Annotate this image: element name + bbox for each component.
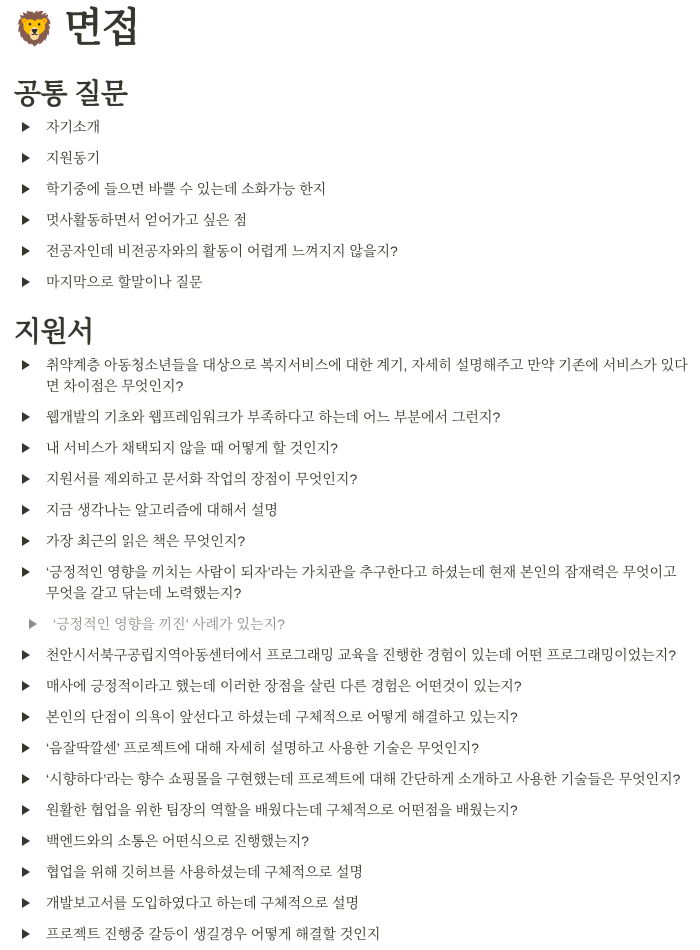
toggle-triangle-icon[interactable] bbox=[29, 614, 53, 635]
toggle-question-row bbox=[14, 143, 690, 174]
toggle-triangle-icon[interactable] bbox=[22, 707, 46, 728]
toggle-question-row bbox=[14, 888, 690, 919]
toggle-question-row bbox=[14, 671, 690, 702]
question-text: 백엔드와의 소통은 어떤식으로 진행했는지? bbox=[46, 833, 309, 849]
question-text: ‘긍정적인 영향을 끼치는 사람이 되자’라는 가치관을 추구한다고 하셨는데 현재 본인의 잠재력은 무엇이고 무엇을 갈고 닦는데 노력했는지? bbox=[46, 564, 677, 601]
question-text: 매사에 긍정적이라고 했는데 이러한 장점을 살린 다른 경험은 어떤것이 있는지? bbox=[46, 678, 522, 694]
section-heading-common-questions: 공통 질문 bbox=[14, 78, 128, 109]
question-text: 웹개발의 기초와 웹프레임워크가 부족하다고 하는데 어느 부분에서 그런지? bbox=[46, 409, 501, 425]
question-text: 내 서비스가 채택되지 않을 때 어떻게 할 것인지? bbox=[46, 440, 338, 456]
toggle-question-row bbox=[14, 464, 690, 495]
toggle-question-row bbox=[14, 174, 690, 205]
question-text: 학기중에 들으면 바쁠 수 있는데 소화가능 한지 bbox=[46, 181, 327, 197]
toggle-triangle-icon[interactable] bbox=[22, 500, 46, 521]
toggle-triangle-icon[interactable] bbox=[22, 210, 46, 231]
toggle-question-row bbox=[14, 826, 690, 857]
question-text: 프로젝트 진행중 갈등이 생길경우 어떻게 해결할 것인지 bbox=[46, 926, 381, 942]
toggle-triangle-icon[interactable] bbox=[22, 831, 46, 852]
toggle-triangle-icon[interactable] bbox=[22, 241, 46, 262]
toggle-triangle-icon[interactable] bbox=[22, 469, 46, 490]
toggle-question-row bbox=[14, 205, 690, 236]
page-header bbox=[14, 6, 690, 50]
toggle-triangle-icon[interactable] bbox=[22, 924, 46, 945]
toggle-triangle-icon[interactable] bbox=[22, 438, 46, 459]
toggle-question-row bbox=[14, 919, 690, 950]
toggle-triangle-icon[interactable] bbox=[22, 148, 46, 169]
toggle-triangle-icon[interactable] bbox=[22, 117, 46, 138]
question-text: 지금 생각나는 알고리즘에 대해서 설명 bbox=[46, 502, 278, 518]
question-text: ‘음잘딱깔센’ 프로젝트에 대해 자세히 설명하고 사용한 기술은 무엇인지? bbox=[46, 740, 479, 756]
section-heading-application: 지원서 bbox=[14, 316, 94, 347]
question-text: 지원동기 bbox=[46, 150, 101, 166]
toggle-question-row bbox=[14, 350, 690, 402]
toggle-triangle-icon[interactable] bbox=[22, 800, 46, 821]
question-text: 자기소개 bbox=[46, 119, 101, 135]
toggle-question-row-nested bbox=[21, 609, 690, 640]
question-text: 가장 최근의 읽은 책은 무엇인지? bbox=[46, 533, 246, 549]
toggle-triangle-icon[interactable] bbox=[22, 645, 46, 666]
toggle-triangle-icon[interactable] bbox=[22, 676, 46, 697]
question-text: 개발보고서를 도입하였다고 하는데 구체적으로 설명 bbox=[46, 895, 360, 911]
toggle-question-row bbox=[14, 764, 690, 795]
toggle-triangle-icon[interactable] bbox=[22, 562, 46, 583]
question-text: 멋사활동하면서 얻어가고 싶은 점 bbox=[46, 212, 248, 228]
toggle-triangle-icon[interactable] bbox=[22, 893, 46, 914]
toggle-question-row bbox=[14, 557, 690, 609]
question-text: ‘시향하다’라는 향수 쇼핑몰을 구현했는데 프로젝트에 대해 간단하게 소개하고 사용한 기술들은 무엇인지? bbox=[46, 771, 681, 787]
question-text: 천안시서북구공립지역아동센터에서 프로그래밍 교육을 진행한 경험이 있는데 어떤 프로그래밍이었는지? bbox=[46, 647, 677, 663]
toggle-triangle-icon[interactable] bbox=[22, 355, 46, 376]
toggle-question-row bbox=[14, 433, 690, 464]
toggle-question-row bbox=[14, 112, 690, 143]
page-title: 면접 bbox=[64, 6, 140, 50]
question-text: 원활한 협업을 위한 팀장의 역할을 배웠다는데 구체적으로 어떤점을 배웠는지? bbox=[46, 802, 518, 818]
toggle-question-row bbox=[14, 495, 690, 526]
question-text: 전공자인데 비전공자와의 활동이 어렵게 느껴지지 않을지? bbox=[46, 243, 398, 259]
toggle-question-row bbox=[14, 857, 690, 888]
toggle-triangle-icon[interactable] bbox=[22, 272, 46, 293]
lion-emoji-icon: 🦁 bbox=[14, 9, 56, 47]
toggle-question-row bbox=[14, 702, 690, 733]
toggle-question-row bbox=[14, 640, 690, 671]
toggle-triangle-icon[interactable] bbox=[22, 531, 46, 552]
question-text: 취약계층 아동청소년들을 대상으로 복지서비스에 대한 계기, 자세히 설명해주고 만약 기존에 서비스가 있다면 차이점은 무엇인지? bbox=[46, 357, 688, 394]
toggle-triangle-icon[interactable] bbox=[22, 738, 46, 759]
toggle-question-row bbox=[14, 402, 690, 433]
question-text: 마지막으로 할말이나 질문 bbox=[46, 274, 203, 290]
question-text: 본인의 단점이 의욕이 앞선다고 하셨는데 구체적으로 어떻게 해결하고 있는지? bbox=[46, 709, 518, 725]
question-text: 지원서를 제외하고 문서화 작업의 장점이 무엇인지? bbox=[46, 471, 358, 487]
toggle-question-row bbox=[14, 236, 690, 267]
toggle-triangle-icon[interactable] bbox=[22, 179, 46, 200]
toggle-question-row bbox=[14, 267, 690, 298]
toggle-triangle-icon[interactable] bbox=[22, 407, 46, 428]
toggle-question-row bbox=[14, 526, 690, 557]
question-text: 협업을 위해 깃허브를 사용하셨는데 구체적으로 설명 bbox=[46, 864, 363, 880]
question-text: ‘긍정적인 영향을 끼진’ 사례가 있는지? bbox=[53, 616, 285, 632]
toggle-triangle-icon[interactable] bbox=[22, 862, 46, 883]
toggle-question-row bbox=[14, 733, 690, 764]
toggle-question-row bbox=[14, 795, 690, 826]
toggle-triangle-icon[interactable] bbox=[22, 769, 46, 790]
